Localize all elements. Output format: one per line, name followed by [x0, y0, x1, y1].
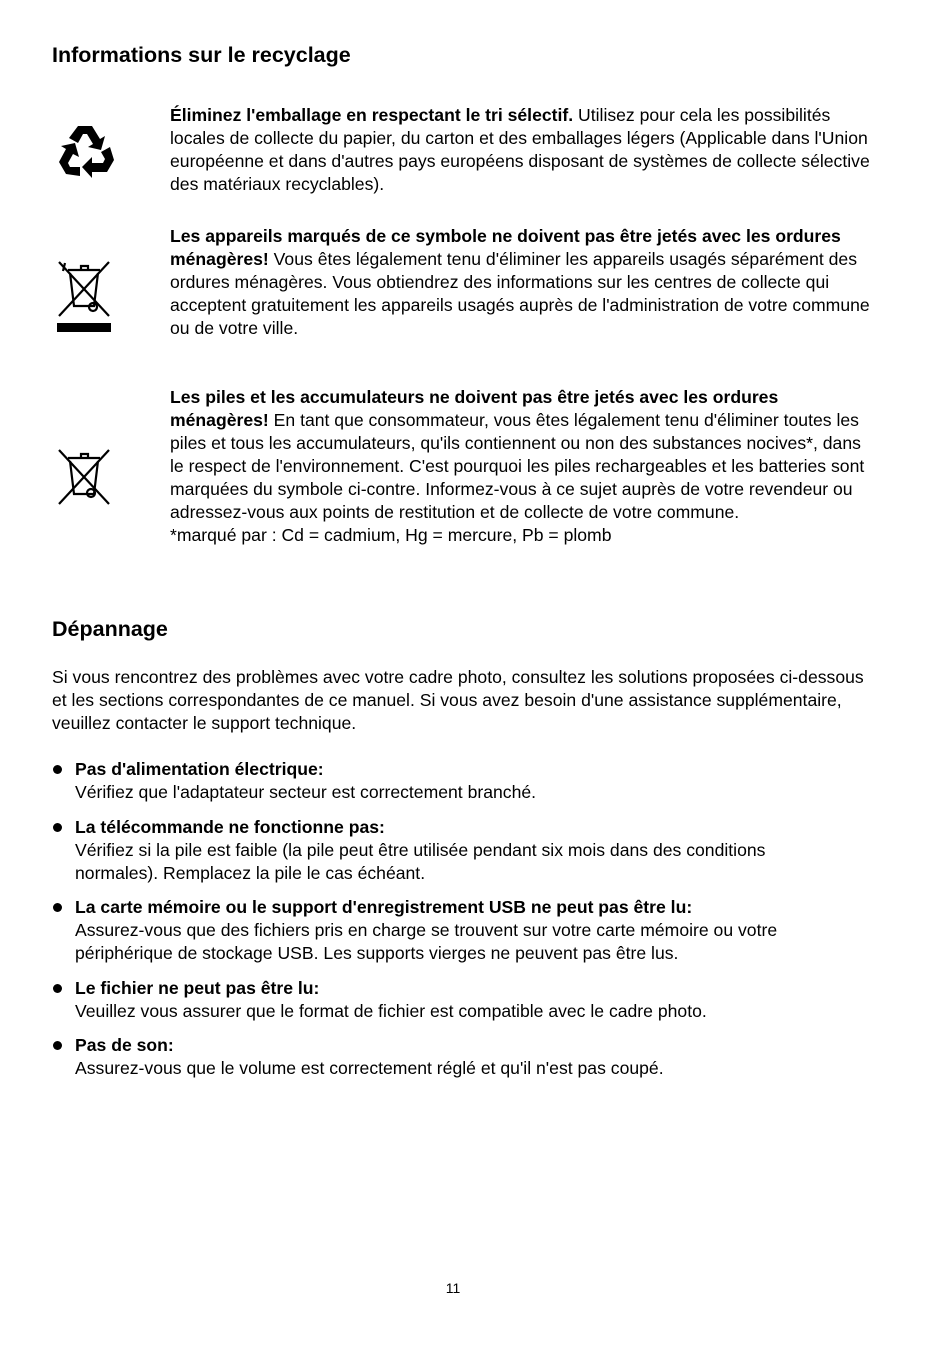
bullet-icon [53, 903, 62, 912]
packaging-disposal-heading: Éliminez l'emballage en respectant le tri sélectif. [170, 105, 574, 125]
batteries-footnote: *marqué par : Cd = cadmium, Hg = mercure, Pb = plomb [170, 525, 612, 545]
page-number: 11 [445, 1280, 461, 1296]
bullet-icon [53, 984, 62, 993]
batteries-disposal-heading: Les piles et les accumulateurs ne doivent pas être jetés avec les ordures ménagères! [170, 387, 779, 430]
bullet-icon [53, 1041, 62, 1050]
troubleshooting-heading: Dépannage [52, 617, 168, 641]
batteries-disposal-paragraph [170, 386, 870, 547]
item-title: La carte mémoire ou le support d'enregistrement USB ne peut pas être lu: [75, 897, 693, 917]
item-text: Assurez-vous que le volume est correctement réglé et qu'il n'est pas coupé. [75, 1058, 664, 1078]
bullet-icon [53, 765, 62, 774]
crossed-bin-battery-icon [55, 448, 113, 508]
item-title: Pas d'alimentation électrique: [75, 759, 324, 779]
item-text: Veuillez vous assurer que le format de fichier est compatible avec le cadre photo. [75, 1001, 707, 1021]
recycling-heading: Informations sur le recyclage [52, 43, 351, 67]
packaging-disposal-paragraph [170, 104, 870, 196]
devices-disposal-text: Vous êtes légalement tenu d'éliminer les appareils usagés séparément des ordures ménagères. Vous obtiendrez des informations sur les centres de collecte qui acceptent gratuitement les appareils usagés auprès de l'administration de votre commune ou de votre ville. [170, 249, 870, 338]
item-text: Vérifiez si la pile est faible (la pile peut être utilisée pendant six mois dans des conditions normales). Remplacez la pile le cas échéant. [75, 840, 766, 883]
item-title: Le fichier ne peut pas être lu: [75, 978, 320, 998]
batteries-disposal-text: En tant que consommateur, vous êtes légalement tenu d'éliminer toutes les piles et tous les accumulateurs, qu'ils contiennent ou non des substances nocives*, dans le respect de l'environnement. C'est pourquoi les piles rechargeables et les batteries sont marquées du symbole ci-contre. Informez-vous à ce sujet auprès de votre revendeur ou adressez-vous aux points de restitution et de collecte de votre commune. [170, 410, 865, 522]
item-text: Assurez-vous que des fichiers pris en charge se trouvent sur votre carte mémoire ou votre périphérique de stockage USB. Les supports vierges ne peuvent pas être lus. [75, 920, 778, 963]
bullet-icon [53, 823, 62, 832]
devices-disposal-heading: Les appareils marqués de ce symbole ne doivent pas être jetés avec les ordures ménagères! [170, 226, 841, 269]
item-title: La télécommande ne fonctionne pas: [75, 817, 385, 837]
devices-disposal-paragraph [170, 225, 870, 340]
packaging-disposal-text: Utilisez pour cela les possibilités locales de collecte du papier, du carton et des emballages légers (Applicable dans l'Union européenne et dans d'autres pays européens disposant de systèmes de collecte sélective des matériaux recyclables). [170, 105, 870, 194]
recycle-icon [56, 122, 116, 178]
item-title: Pas de son: [75, 1035, 174, 1055]
troubleshooting-intro: Si vous rencontrez des problèmes avec votre cadre photo, consultez les solutions proposées ci-dessous et les sections correspondantes de ce manuel. Si vous avez besoin d'une assistance supplémentaire, veuillez contacter le support technique. [52, 667, 864, 733]
item-text: Vérifiez que l'adaptateur secteur est correctement branché. [75, 782, 537, 802]
crossed-bin-icon [55, 258, 113, 336]
